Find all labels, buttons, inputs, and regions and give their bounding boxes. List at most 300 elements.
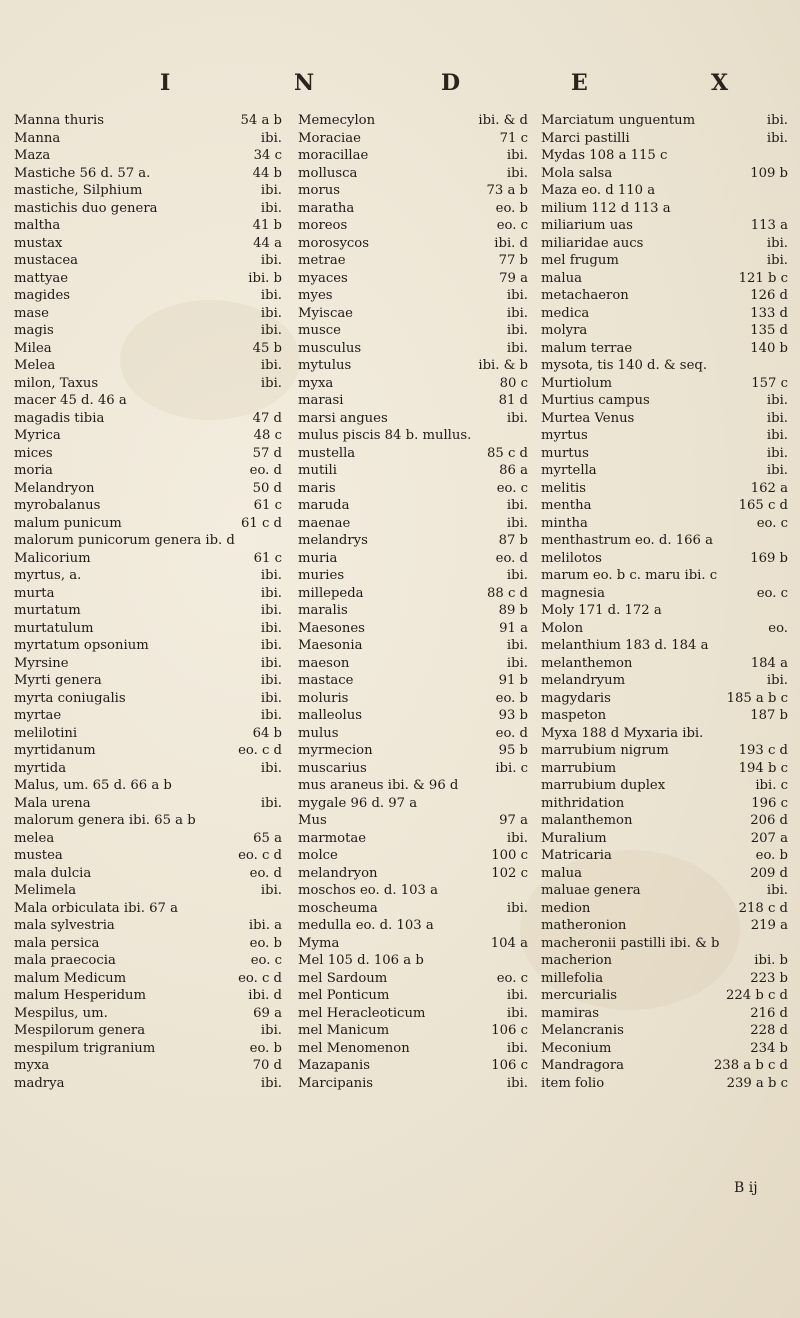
entry-reference: 44 a [253,235,282,251]
entry-reference: ibi. [260,1075,282,1091]
index-entry [541,1005,788,1023]
index-entry [298,935,528,953]
index-entry [298,165,528,183]
entry-reference: ibi. [506,498,528,513]
index-entry [541,340,788,358]
entry-term: Mydas 108 a 115 c [541,148,668,163]
entry-term: macer 45 d. 46 a [14,393,127,408]
entry-term: Myrsine [14,655,69,671]
entry-term: Melandryon [14,480,95,496]
entry-term: mulus piscis 84 b. mullus. [298,428,472,443]
entry-reference: 219 a [750,918,788,933]
entry-reference: 121 b c [738,270,788,286]
index-entry [298,917,528,935]
entry-term: maltha [14,218,61,233]
index-entry [541,112,788,130]
index-entry [298,900,528,918]
entry-term: mastace [298,673,354,688]
index-entry [298,672,528,690]
index-entry [298,742,528,760]
entry-term: Moly 171 d. 172 a [541,603,662,618]
index-entry [541,585,788,603]
index-entry [541,567,788,585]
entry-term: melilotini [14,725,78,741]
entry-term: mustea [14,848,63,863]
entry-term: maralis [298,603,348,618]
entry-term: mespilum trigranium [14,1040,156,1056]
entry-reference: 34 c [253,148,282,163]
entry-reference: ibi. [506,515,528,531]
index-entry [14,147,282,165]
entry-term: Murtiolum [541,375,612,391]
entry-term: malum Hesperidum [14,988,147,1003]
entry-term: Manna thuris [14,113,104,128]
entry-term: marum eo. b c. maru ibi. c [541,568,718,583]
entry-term: magis [14,323,54,338]
index-entry [298,655,528,673]
entry-reference: 100 c [491,848,528,863]
entry-reference: 47 d [252,410,282,426]
index-entry [541,795,788,813]
entry-reference: 77 b [498,253,528,268]
entry-reference: 157 c [751,375,788,391]
entry-term: malorum genera ibi. 65 a b [14,813,196,828]
entry-term: Matricaria [541,848,612,863]
entry-term: moreos [298,218,348,233]
index-entry [14,375,282,393]
index-entry [541,637,788,655]
entry-reference: ibi. [506,1040,528,1056]
entry-term: mastiche, Silphium [14,183,143,198]
index-entry [298,427,528,445]
entry-term: maenae [298,515,351,531]
entry-reference: ibi. b [248,270,282,286]
index-entry [14,392,282,410]
entry-reference: ibi. [506,165,528,181]
entry-term: malum punicum [14,515,122,531]
index-entry [14,480,282,498]
index-entry [298,392,528,410]
entry-reference: ibi. [766,428,788,443]
entry-reference: 54 a b [240,113,282,128]
header-letter: N [294,70,317,96]
entry-term: mala dulcia [14,865,92,881]
index-entry [14,655,282,673]
entry-term: myxa [298,375,334,391]
entry-reference: eo. b [249,1040,282,1056]
entry-term: myrtella [541,463,597,478]
entry-reference: 69 a [253,1005,282,1021]
entry-term: Melancranis [541,1023,624,1038]
entry-reference: 87 b [498,533,528,548]
entry-term: mus araneus ibi. & 96 d [298,778,459,793]
entry-reference: ibi. [506,148,528,163]
index-entry [14,410,282,428]
index-entry [298,340,528,358]
entry-reference: ibi. [260,200,282,216]
index-entry [14,1075,282,1093]
index-entry [14,357,282,375]
entry-reference: 44 b [252,165,282,181]
index-entry [298,1075,528,1093]
index-entry [298,847,528,865]
entry-term: melanthemon [541,655,633,671]
index-entry [541,130,788,148]
index-entry [14,252,282,270]
entry-term: Malus, um. 65 d. 66 a b [14,778,172,793]
entry-term: metachaeron [541,288,629,303]
entry-reference: ibi. [260,638,282,653]
entry-reference: 162 a [750,480,788,496]
index-entry [298,812,528,830]
index-entry [541,742,788,760]
entry-term: item folio [541,1075,605,1091]
index-entry [14,935,282,953]
entry-term: murtus [541,445,589,461]
entry-term: matheronion [541,918,627,933]
entry-term: maluae genera [541,883,641,898]
entry-term: Mala urena [14,795,91,811]
entry-term: miliarium uas [541,218,633,233]
index-entry [14,130,282,148]
entry-reference: 88 c d [487,585,528,601]
entry-reference: ibi. [506,900,528,916]
index-entry [541,497,788,515]
entry-term: Manna [14,130,61,146]
entry-reference: 93 b [498,708,528,723]
entry-term: magnesia [541,585,605,601]
entry-reference: ibi. [260,323,282,338]
index-entry [541,1040,788,1058]
entry-reference: 80 c [499,375,528,391]
entry-reference: 135 d [750,323,788,338]
entry-term: myrtidanum [14,743,96,758]
index-entry [541,462,788,480]
index-entry [298,410,528,428]
entry-reference: ibi. [766,410,788,426]
entry-reference: 187 b [750,708,788,723]
entry-reference: eo. c [756,515,788,531]
entry-reference: 89 b [498,603,528,618]
entry-reference: 61 c [253,550,282,566]
entry-term: mices [14,445,53,461]
entry-reference: ibi. [506,988,528,1003]
entry-term: mala praecocia [14,953,116,968]
entry-reference: 104 a [490,935,528,951]
entry-term: myrtae [14,708,62,723]
index-entry [541,812,788,830]
entry-reference: 133 d [750,305,788,321]
index-entry [541,305,788,323]
index-entry [298,235,528,253]
entry-term: macheronii pastilli ibi. & b [541,935,720,951]
entry-term: malleolus [298,708,363,723]
index-entry [541,1075,788,1093]
entry-reference: ibi. [260,708,282,723]
entry-term: mase [14,305,49,321]
entry-reference: 61 c d [241,515,282,531]
entry-term: malum terrae [541,340,633,356]
page-header [0,70,800,104]
entry-term: mygale 96 d. 97 a [298,795,418,811]
entry-term: mercurialis [541,988,618,1003]
entry-term: melandryum [541,673,626,688]
entry-term: muries [298,568,345,583]
index-entry [298,497,528,515]
entry-reference: 45 b [252,340,282,356]
entry-term: mintha [541,515,588,531]
entry-term: Myxa 188 d Myxaria ibi. [541,725,704,741]
index-entry [298,217,528,235]
index-entry [14,602,282,620]
entry-term: madrya [14,1075,65,1091]
entry-term: Murtius campus [541,393,650,408]
index-entry [14,882,282,900]
entry-term: Marcipanis [298,1075,374,1091]
entry-reference: ibi. [506,323,528,338]
index-entry [14,200,282,218]
entry-reference: 70 d [252,1058,282,1073]
entry-term: muscarius [298,760,367,776]
entry-term: metrae [298,253,346,268]
entry-reference: eo. c d [238,848,282,863]
entry-term: mel Heracleoticum [298,1005,426,1021]
entry-term: Maza eo. d 110 a [541,183,656,198]
index-entry [541,935,788,953]
entry-reference: ibi. [766,393,788,408]
entry-term: medulla eo. d. 103 a [298,918,434,933]
index-entry [14,830,282,848]
entry-term: Marci pastilli [541,130,630,146]
entry-term: Meconium [541,1040,612,1056]
entry-reference: ibi. [260,183,282,198]
index-entry [14,427,282,445]
index-entry [541,532,788,550]
index-entry [298,725,528,743]
entry-reference: 207 a [750,830,788,846]
entry-term: mala persica [14,935,100,951]
header-letter: X [711,70,731,96]
entry-term: Mespilus, um. [14,1005,108,1021]
entry-term: malorum punicorum genera ib. d [14,533,235,548]
entry-term: medica [541,305,590,321]
entry-term: mel Ponticum [298,988,390,1003]
index-entry [14,690,282,708]
entry-term: mala sylvestria [14,918,115,933]
entry-reference: eo. c [496,218,528,233]
entry-reference: ibi. [506,340,528,356]
index-entry [14,550,282,568]
index-entry [541,147,788,165]
index-entry [541,917,788,935]
entry-reference: ibi. [260,130,282,146]
entry-reference: 95 b [498,743,528,758]
index-entry [541,287,788,305]
entry-term: marrubium duplex [541,778,666,793]
entry-term: melanthium 183 d. 184 a [541,638,709,653]
entry-term: Moraciae [298,130,361,146]
entry-term: Maesonia [298,638,363,653]
entry-reference: eo. b [495,690,528,706]
entry-reference: 106 c [491,1023,528,1038]
index-entry [14,725,282,743]
index-entry [298,987,528,1005]
entry-term: melea [14,830,55,846]
index-entry [298,1005,528,1023]
entry-term: myaces [298,270,348,286]
entry-reference: ibi. [766,883,788,898]
entry-reference: ibi. c [755,778,788,793]
index-entry [298,690,528,708]
entry-term: moschos eo. d. 103 a [298,883,438,898]
index-entry [14,322,282,340]
index-entry [541,357,788,375]
entry-term: menthastrum eo. d. 166 a [541,533,713,548]
index-entry [298,305,528,323]
index-entry [14,1057,282,1075]
entry-term: miliaridae aucs [541,235,644,251]
entry-term: mel Manicum [298,1023,390,1038]
entry-term: milon, Taxus [14,375,99,391]
index-entry [298,882,528,900]
index-column-3 [541,112,788,1092]
index-entry [541,392,788,410]
entry-reference: 238 a b c d [713,1058,788,1073]
index-entry [14,917,282,935]
index-entry [14,865,282,883]
entry-term: malua [541,865,582,881]
entry-term: maris [298,480,336,496]
index-entry [541,830,788,848]
entry-reference: 209 d [750,865,788,881]
index-entry [541,882,788,900]
entry-term: marmotae [298,830,367,846]
entry-term: myrta coniugalis [14,690,126,706]
index-entry [14,235,282,253]
index-entry [298,567,528,585]
index-entry [541,410,788,428]
index-entry [14,567,282,585]
entry-reference: 126 d [750,288,788,303]
entry-term: Marciatum unguentum [541,113,696,128]
entry-reference: ibi. d [248,988,282,1003]
entry-term: Mel 105 d. 106 a b [298,953,424,968]
index-entry [14,112,282,130]
entry-reference: eo. c [250,953,282,968]
entry-term: mustax [14,235,63,251]
entry-reference: ibi. & d [478,113,528,128]
index-entry [14,707,282,725]
entry-term: melitis [541,480,587,496]
index-entry [14,970,282,988]
entry-reference: ibi. [766,130,788,146]
entry-reference: ibi. [766,253,788,268]
entry-reference: 71 c [499,130,528,146]
index-entry [14,182,282,200]
index-entry [541,200,788,218]
entry-term: mustacea [14,253,78,268]
entry-reference: 106 c [491,1058,528,1073]
entry-term: Malicorium [14,550,91,566]
entry-term: magides [14,288,71,303]
index-entry [541,217,788,235]
entry-reference: eo. c d [238,970,282,986]
entry-reference: eo. c d [238,743,282,758]
index-entry [541,900,788,918]
entry-term: mamiras [541,1005,600,1021]
entry-reference: ibi. [260,655,282,671]
entry-reference: ibi. [260,883,282,898]
entry-reference: 223 b [750,970,788,986]
entry-term: myrtatum opsonium [14,638,149,653]
entry-reference: 140 b [750,340,788,356]
entry-reference: 206 d [750,813,788,828]
index-entry [541,165,788,183]
index-entry [14,637,282,655]
entry-term: murtatulum [14,620,94,636]
entry-reference: ibi. [260,288,282,303]
index-entry [541,515,788,533]
index-entry [14,1040,282,1058]
header-letter: D [441,70,463,96]
entry-term: mel Menomenon [298,1040,410,1056]
index-entry [298,270,528,288]
entry-term: mustella [298,445,356,461]
index-entry [541,760,788,778]
signature-mark: B ij [734,1180,758,1196]
entry-term: morus [298,183,341,198]
header-letter: E [571,70,590,96]
index-entry [14,305,282,323]
entry-term: mutili [298,463,337,478]
entry-term: melilotos [541,550,602,566]
entry-reference: 86 a [499,463,528,478]
index-entry [298,602,528,620]
index-entry [541,1057,788,1075]
entry-reference: ibi. [260,253,282,268]
entry-term: myrtida [14,760,67,776]
entry-reference: eo. b [755,848,788,863]
entry-reference: eo. d [495,725,528,741]
index-entry [541,445,788,463]
index-entry [298,795,528,813]
entry-term: Molon [541,620,584,636]
entry-term: Maza [14,148,51,163]
entry-reference: ibi. [506,410,528,426]
index-entry [298,200,528,218]
entry-term: Myma [298,935,340,951]
index-entry [14,1022,282,1040]
entry-term: macherion [541,953,613,968]
entry-reference: 73 a b [486,183,528,198]
index-entry [541,270,788,288]
index-entry [14,742,282,760]
entry-reference: 184 a [750,655,788,671]
entry-reference: ibi. [260,305,282,321]
index-entry [14,585,282,603]
entry-reference: eo. b [495,200,528,216]
entry-reference: 50 d [252,480,282,496]
index-entry [298,830,528,848]
entry-term: myes [298,288,333,303]
entry-term: maratha [298,200,355,216]
entry-reference: ibi. b [754,953,788,968]
entry-term: moscheuma [298,900,378,916]
entry-term: mattyae [14,270,69,286]
entry-reference: ibi. [766,445,788,461]
entry-term: mytulus [298,358,352,373]
entry-term: Melea [14,358,56,373]
